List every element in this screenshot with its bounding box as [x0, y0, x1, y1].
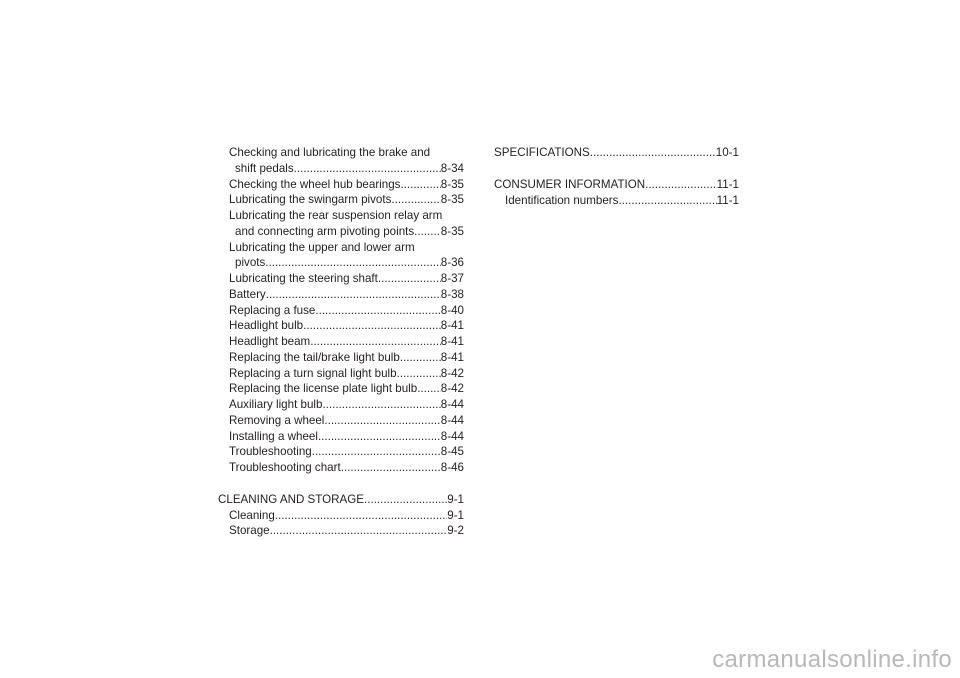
- toc-page-number: 10-1: [715, 146, 739, 159]
- dot-leader: [310, 334, 441, 350]
- toc-page-number: 8-41: [440, 319, 464, 333]
- dot-leader: [270, 523, 448, 539]
- toc-entry-title: Replacing a fuse: [229, 303, 316, 317]
- toc-page-number: 8-36: [440, 256, 464, 270]
- toc-section-entry[interactable]: [494, 145, 739, 161]
- toc-entry[interactable]: [218, 208, 464, 240]
- dot-leader: [315, 303, 440, 319]
- dot-leader: [414, 224, 441, 240]
- toc-entry-line: [218, 303, 464, 319]
- toc-entry-title: Replacing the license plate light bulb: [229, 382, 418, 396]
- toc-entry-title: Removing a wheel: [229, 413, 325, 427]
- toc-entry-title: Battery: [229, 287, 266, 301]
- toc-entry-title: Troubleshooting: [229, 445, 312, 459]
- toc-entry-title-line: Lubricating the rear suspension relay arm: [229, 209, 443, 222]
- toc-entry-line: [218, 350, 464, 366]
- toc-entry[interactable]: [218, 523, 464, 539]
- toc-entry-title: Headlight beam: [229, 335, 311, 348]
- toc-page-number: 8-46: [440, 461, 464, 474]
- toc-entry-title: Installing a wheel: [229, 429, 318, 443]
- toc-entry[interactable]: [218, 271, 464, 287]
- dot-leader: [400, 177, 440, 193]
- dot-leader: [364, 492, 447, 508]
- toc-entry[interactable]: [218, 318, 464, 334]
- toc-section-entry[interactable]: [218, 492, 464, 508]
- toc-entry-line: [218, 287, 464, 303]
- toc-entry[interactable]: [218, 350, 464, 366]
- toc-entry-title: Replacing a turn signal light bulb: [229, 366, 397, 380]
- toc-entry-title: Checking the wheel hub bearings: [229, 177, 401, 191]
- toc-left-column: [218, 145, 464, 539]
- dot-leader: [265, 255, 440, 271]
- toc-entry-line: [218, 177, 464, 193]
- toc-entry-line: [494, 177, 739, 193]
- toc-page-number: 9-1: [447, 508, 464, 522]
- dot-leader: [303, 318, 441, 334]
- toc-entry-line: [218, 318, 464, 334]
- toc-page-number: 11-1: [716, 177, 739, 191]
- toc-entry-line: [218, 444, 464, 460]
- toc-section-entry[interactable]: [494, 177, 739, 193]
- section-gap: [218, 476, 464, 492]
- dot-leader: [324, 413, 440, 429]
- toc-page-number: 9-2: [447, 524, 464, 538]
- toc-entry-line: [218, 161, 464, 177]
- toc-entry-line: [218, 192, 464, 208]
- dot-leader: [378, 271, 441, 287]
- toc-page-number: 8-45: [440, 445, 464, 459]
- toc-entry-title: CLEANING AND STORAGE: [218, 492, 365, 506]
- toc-entry[interactable]: [218, 145, 464, 177]
- dot-leader: [294, 161, 441, 177]
- dot-leader: [400, 350, 441, 366]
- toc-entry-title-line: Lubricating the upper and lower arm: [229, 240, 415, 254]
- dot-leader: [266, 287, 441, 303]
- toc-entry-line: [218, 334, 464, 350]
- toc-page-number: 8-37: [440, 272, 464, 285]
- toc-entry-title-line: Checking and lubricating the brake and: [229, 146, 431, 159]
- toc-entry-line: [218, 508, 464, 524]
- toc-entry-title: shift pedals: [235, 161, 294, 175]
- toc-entry-title: Lubricating the swingarm pivots: [229, 193, 392, 207]
- toc-entry[interactable]: [494, 193, 739, 209]
- toc-page-number: 8-40: [440, 303, 464, 317]
- toc-page-number: 8-42: [440, 366, 464, 380]
- toc-entry[interactable]: [218, 303, 464, 319]
- toc-page-number: 8-44: [440, 429, 464, 443]
- toc-entry-title: pivots: [235, 256, 266, 270]
- toc-page-number: 8-35: [440, 177, 464, 191]
- dot-leader: [645, 177, 717, 193]
- toc-page-number: 8-34: [440, 161, 464, 175]
- dot-leader: [618, 193, 716, 209]
- dot-leader: [397, 366, 441, 382]
- toc-entry[interactable]: [218, 240, 464, 272]
- toc-entry-title: Replacing the tail/brake light bulb: [229, 350, 400, 364]
- toc-entry-line: [218, 271, 464, 287]
- toc-entry-line: [218, 460, 464, 476]
- toc-entry-title: Lubricating the steering shaft: [229, 272, 378, 285]
- watermark: carmanualsonline.info: [712, 646, 952, 673]
- toc-entry-title: Identification numbers: [505, 193, 619, 207]
- toc-right-column: [494, 145, 739, 208]
- dot-leader: [391, 192, 440, 208]
- toc-entry[interactable]: [218, 508, 464, 524]
- toc-entry-line: [218, 224, 464, 240]
- toc-entry[interactable]: [218, 397, 464, 413]
- toc-page-number: 9-1: [447, 492, 464, 506]
- toc-page-number: 8-42: [440, 382, 464, 396]
- toc-page-number: 8-44: [440, 398, 464, 411]
- toc-entry[interactable]: [218, 366, 464, 382]
- toc-entry[interactable]: [218, 444, 464, 460]
- toc-page-number: 8-44: [440, 413, 464, 427]
- toc-entry-title: CONSUMER INFORMATION: [494, 177, 646, 191]
- dot-leader: [417, 381, 441, 397]
- toc-entry-line: [494, 145, 739, 161]
- toc-entry-line: [218, 381, 464, 397]
- toc-entry-line: [218, 366, 464, 382]
- toc-page-number: 8-41: [440, 350, 464, 364]
- toc-page-number: 8-38: [440, 287, 464, 301]
- toc-entry[interactable]: [218, 381, 464, 397]
- toc-entry[interactable]: [218, 334, 464, 350]
- toc-entry-title: Storage: [229, 524, 270, 538]
- section-gap: [494, 161, 739, 177]
- dot-leader: [341, 460, 441, 476]
- dot-leader: [322, 397, 440, 413]
- toc-page-number: 8-35: [440, 224, 464, 238]
- toc-entry-title: and connecting arm pivoting points: [235, 224, 415, 238]
- toc-entry-title: Cleaning: [229, 508, 275, 522]
- toc-entry-title: Troubleshooting chart: [229, 461, 341, 474]
- toc-entry-title: SPECIFICATIONS: [494, 146, 590, 159]
- toc-entry[interactable]: [218, 287, 464, 303]
- toc-entry-line: [218, 523, 464, 539]
- toc-entry[interactable]: [218, 429, 464, 445]
- dot-leader: [318, 429, 441, 445]
- toc-entry-line: [218, 429, 464, 445]
- toc-entry-line: [218, 413, 464, 429]
- dot-leader: [275, 508, 447, 524]
- dot-leader: [312, 444, 441, 460]
- toc-entry-line: [218, 492, 464, 508]
- toc-page-number: 8-35: [440, 193, 464, 207]
- toc-entry[interactable]: [218, 460, 464, 476]
- toc-page-number: 11-1: [716, 193, 739, 207]
- toc-entry-line: [494, 193, 739, 209]
- toc-entry-title: Auxiliary light bulb: [229, 398, 323, 411]
- dot-leader: [590, 145, 716, 161]
- toc-page-number: 8-41: [440, 335, 464, 348]
- toc-entry-title: Headlight bulb: [229, 319, 304, 333]
- toc-entry-line: [218, 397, 464, 413]
- toc-entry[interactable]: [218, 413, 464, 429]
- toc-entry[interactable]: [218, 177, 464, 193]
- toc-entry-line: [218, 255, 464, 271]
- toc-entry[interactable]: [218, 192, 464, 208]
